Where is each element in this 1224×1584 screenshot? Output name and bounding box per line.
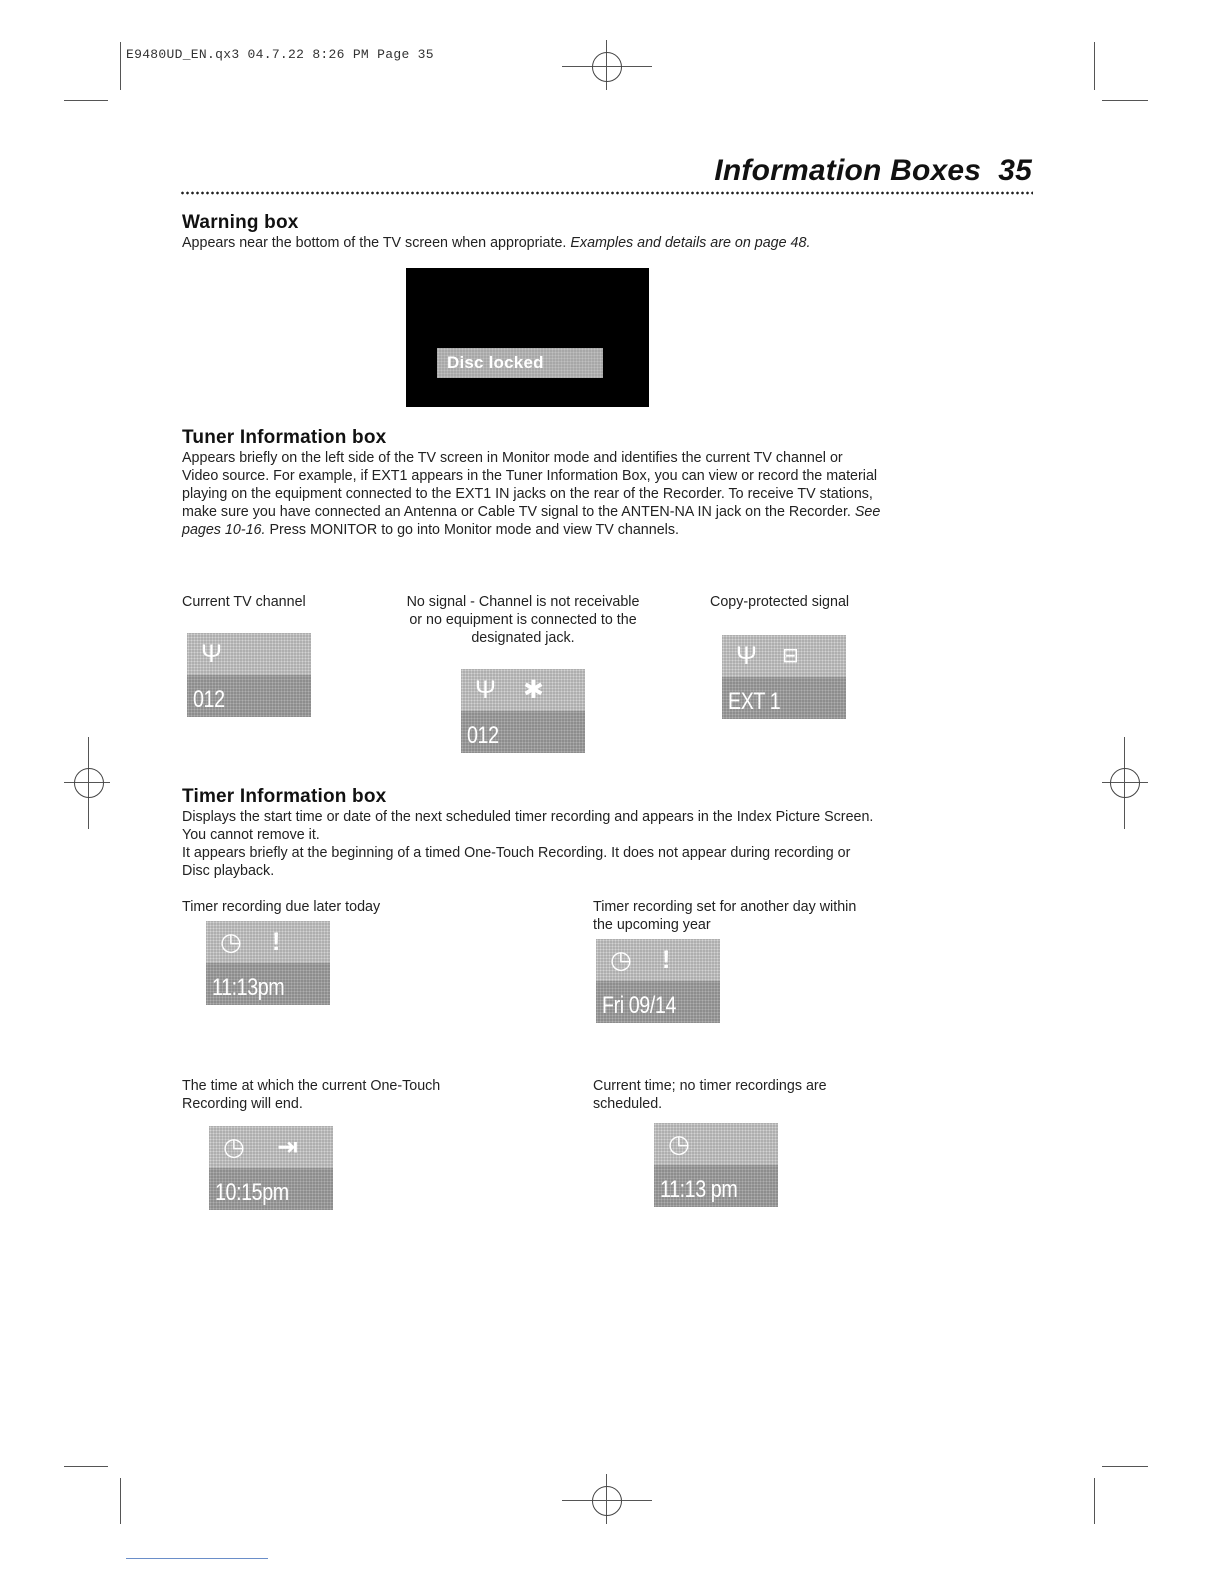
tuner-caption-nosignal: No signal - Channel is not receivable or no equipment is connected to the designated jack.	[406, 594, 640, 646]
tuner-caption-protected: Copy-protected signal	[710, 594, 850, 610]
channel-label: EXT 1	[728, 688, 781, 715]
antenna-icon: Ψ	[201, 640, 222, 668]
timer-box-today	[206, 921, 330, 1005]
timer-box-current	[654, 1123, 778, 1207]
timer-caption-today: Timer recording due later today	[182, 899, 381, 915]
warning-heading: Warning box	[182, 212, 299, 233]
crop-mark	[64, 1466, 108, 1467]
warning-body	[182, 234, 1042, 252]
page-title	[714, 154, 1032, 188]
box-top	[209, 1126, 333, 1168]
registration-mark	[1110, 768, 1140, 798]
end-arrow-icon: ⇥	[277, 1133, 298, 1161]
clock-icon: ◷	[220, 928, 242, 956]
timer-caption-onetouch: The time at which the current One-Touch Recording will end.	[182, 1078, 441, 1112]
tuner-box-nosignal	[461, 669, 585, 753]
no-signal-icon: ✱	[523, 676, 544, 704]
tuner-box-protected	[722, 635, 846, 719]
antenna-icon: Ψ	[475, 676, 496, 704]
box-top	[461, 669, 585, 711]
print-slug: E9480UD_EN.qx3 04.7.22 8:26 PM Page 35	[126, 47, 434, 62]
channel-label: 012	[193, 686, 225, 713]
antenna-icon: Ψ	[736, 642, 757, 670]
channel-label: 012	[467, 722, 499, 749]
warning-body-ref: Examples and details are on page 48.	[570, 235, 811, 251]
exclamation-icon: !	[662, 946, 671, 974]
date-label: Fri 09/14	[602, 992, 676, 1019]
box-top	[206, 921, 330, 963]
tuner-body-ref: See pages 10-16.	[182, 504, 881, 538]
timer-heading: Timer Information box	[182, 786, 387, 807]
registration-mark	[592, 52, 622, 82]
registration-mark	[74, 768, 104, 798]
crop-mark	[1094, 1478, 1095, 1524]
time-label: 11:13 pm	[660, 1176, 738, 1203]
registration-mark	[592, 1486, 622, 1516]
warning-body-text: Appears near the bottom of the TV screen when appropriate.	[182, 235, 567, 251]
tuner-caption-current: Current TV channel	[182, 594, 306, 610]
tuner-body	[182, 449, 882, 539]
timer-box-onetouch	[209, 1126, 333, 1210]
box-top	[722, 635, 846, 677]
timer-caption-current: Current time; no timer recordings are scheduled.	[593, 1078, 827, 1112]
box-top	[654, 1123, 778, 1165]
timer-body-1: Displays the start time or date of the next scheduled timer recording and appears in the Index Picture Screen. You cannot remove it.	[182, 809, 874, 843]
crop-mark	[120, 42, 121, 90]
time-label: 11:13pm	[212, 974, 285, 1001]
warning-message-bar: Disc locked	[437, 348, 603, 378]
dotted-rule	[180, 190, 1033, 196]
tuner-body-text-2: Press MONITOR to go into Monitor mode and view TV channels.	[269, 522, 679, 538]
crop-mark	[1102, 1466, 1148, 1467]
box-top	[596, 939, 720, 981]
exclamation-icon: !	[272, 928, 281, 956]
box-top	[187, 633, 311, 675]
page-number: 35	[998, 154, 1032, 187]
clock-icon: ◷	[223, 1133, 245, 1161]
timer-body-2: It appears briefly at the beginning of a timed One-Touch Recording. It does not appear during recording or Disc playback.	[182, 845, 851, 879]
tuner-heading: Tuner Information box	[182, 427, 387, 448]
tuner-box-current	[187, 633, 311, 717]
crop-mark	[64, 100, 108, 101]
crop-mark	[1102, 100, 1148, 101]
page-edge-line	[126, 1558, 268, 1559]
tv-screen	[406, 268, 649, 407]
copy-protect-icon: ⊟	[782, 645, 799, 667]
page-title-text: Information Boxes	[714, 154, 982, 187]
time-label: 10:15pm	[215, 1179, 289, 1206]
tuner-body-text-1: Appears briefly on the left side of the TV screen in Monitor mode and identifies the current TV channel or Video source. For example, if EXT1 appears in the Tuner Information Box, you can view or record the material playing on the equipment connected to the EXT1 IN jacks on the rear of the Recorder. To receive TV stations, make sure you have connected an Antenna or Cable TV signal to the ANTEN-NA IN jack on the Recorder.	[182, 450, 878, 520]
timer-caption-otherday: Timer recording set for another day within the upcoming year	[593, 899, 857, 933]
timer-box-otherday	[596, 939, 720, 1023]
crop-mark	[1094, 42, 1095, 90]
clock-icon: ◷	[610, 946, 632, 974]
clock-icon: ◷	[668, 1130, 690, 1158]
crop-mark	[120, 1478, 121, 1524]
